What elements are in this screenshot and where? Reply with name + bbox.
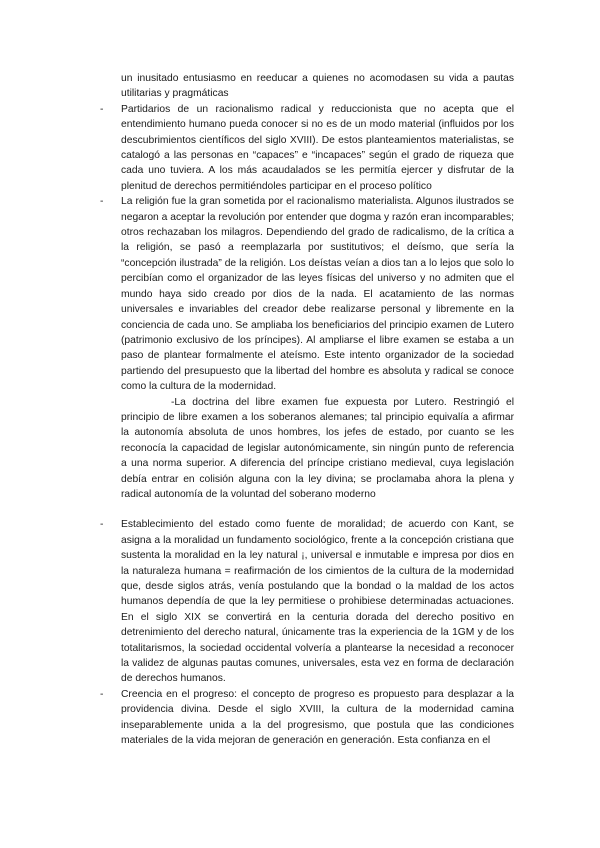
bullet-text: Creencia en el progreso: el concepto de progreso es propuesto para desplazar a la providencia divina. Desde el siglo XVIII, la cultura de la modernidad camina inseparablemente unida a la del progresismo, que postula que las condiciones materiales de la vida mejoran de generación en generación. Esta confianza en el [121, 688, 514, 747]
bullet-dash: - [100, 519, 104, 531]
bullet-item-progreso [100, 687, 514, 749]
bullet-item-racionalismo [100, 102, 514, 194]
bullet-dash: - [100, 196, 104, 208]
document-body [100, 71, 514, 748]
bullet-item-estado-moralidad [100, 517, 514, 686]
bullet-text: Partidarios de un racionalismo radical y reduccionista que no acepta que el entendimiento humano pueda conocer si no es de un modo material (influidos por los descubrimientos científicos del siglo XVIII). De estos planteamientos materialistas, se catalogó a las personas en “capaces” e “incapaces” según el grado de riqueza que cada uno tuviera. A los más acaudalados se les permitía ejercer y disfrutar de la plenitud de derechos permitiéndoles participar en el proceso político [121, 103, 514, 192]
paragraph-gap [121, 502, 514, 517]
bullet-text: Establecimiento del estado como fuente de moralidad; de acuerdo con Kant, se asigna a la moralidad un fundamento sociológico, frente a la concepción cristiana que sustenta la moralidad en la ley natural ¡, universal e inmutable e impresa por dios en la naturaleza humana = reafirmación de los cimientos de la cultura de la modernidad que, desde siglos atrás, venía postulando que la bondad o la maldad de los actos humanos dependía de que la ley permitiese o prohibiese determinadas actuaciones. En el siglo XIX se convertirá en la centuria dorada del derecho positivo en detrenimiento del derecho natural, únicamente tras la experiencia de la 1GM y de los totalitarismos, la sociedad occidental volvería a plantearse la necesidad a reconocer la validez de algunas pautas comunes, universales, esta vez en forma de declaración de derechos humanos. [121, 519, 514, 685]
bullet-item-religion [100, 194, 514, 394]
continuation-paragraph: un inusitado entusiasmo en reeducar a quienes no acomodasen su vida a pautas utilitarias y pragmáticas [121, 73, 514, 100]
bullet-dash: - [100, 103, 104, 115]
bullet-dash: - [100, 688, 104, 700]
bullet-text: La religión fue la gran sometida por el racionalismo materialista. Algunos ilustrados se negaron a aceptar la revolución por entender que dogma y razón eran incomparables; otros rechazaban los milagros. Dependiendo del grado de radicalismo, de la crítica a la religión, se pasó a reemplazarla por sustitutivos; el deísmo, que sería la “concepción ilustrada” de la religión. Los deístas veían a dios tan a lo lejos que solo lo percibían como el organizador de las leyes físicas del universo y no admiten que el mundo haya sido creado por dios de la nada. El acatamiento de las normas universales e invariables del creador debe realizarse personal y libremente en la conciencia de cada uno. Se ampliaba los beneficiarios del principio examen de Lutero (patrimonio exclusivo de los príncipes). Al ampliarse el libre examen se estaba a un paso de plantear formalmente el ateísmo. Este intento organizador de la sociedad partiendo del presupuesto que la libertad del hombre es absoluta y radical se conoce como la cultura de la modernidad. [121, 196, 514, 393]
libre-examen-paragraph: -La doctrina del libre examen fue expuesta por Lutero. Restringió el principio de libre examen a los soberanos alemanes; tal principio equivalía a afirmar la autonomía absoluta de unos hombres, los jefes de estado, por cuanto se les reconocía la capacidad de legislar autonómicamente, sin ningún punto de referencia a una norma superior. A diferencia del príncipe cristiano medieval, cuya legislación debía entrar en colisión alguna con la ley divina; se proclamaba ahora la plena y radical autonomía de la voluntad del soberano moderno [121, 396, 514, 500]
